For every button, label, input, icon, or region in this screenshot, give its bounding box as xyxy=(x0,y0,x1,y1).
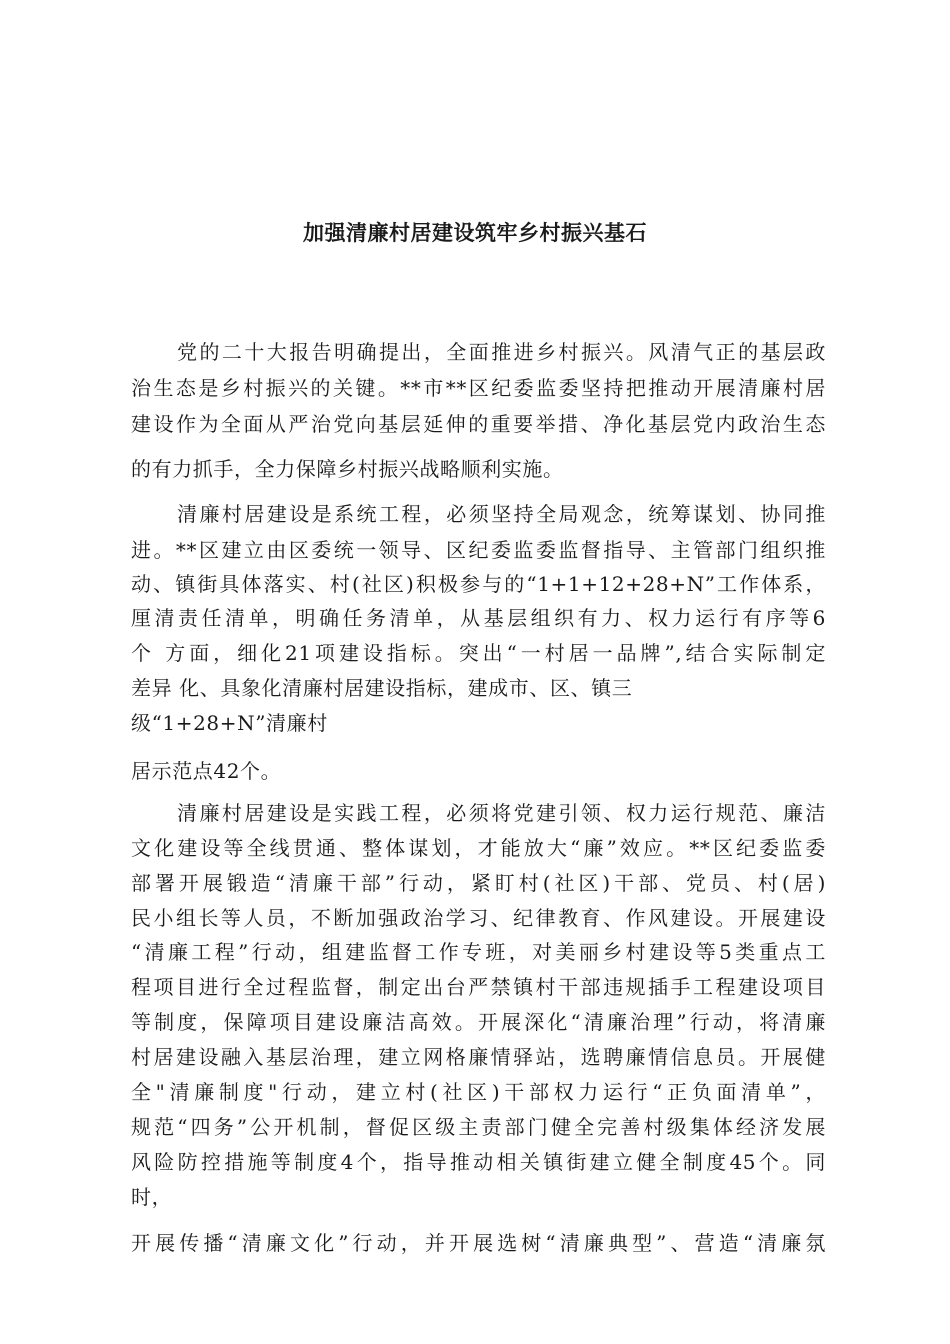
document-title: 加强清廉村居建设筑牢乡村振兴基石 xyxy=(303,220,647,245)
paragraph-line: 动、镇街具体落实、村(社区)积极参与的“1+1+12+28+N”工作体系， xyxy=(131,572,826,596)
paragraph-line: 程项目进行全过程监督，制定出台严禁镇村干部违规插手工程建设项目 xyxy=(131,975,826,999)
paragraph-line: 的有力抓手，全力保障乡村振兴战略顺利实施。 xyxy=(131,457,564,481)
paragraph-line: 时， xyxy=(131,1185,173,1209)
paragraph-line: 差异 化、具象化清廉村居建设指标，建成市、区、镇三 xyxy=(131,676,633,700)
paragraph-line: 开展传播“清廉文化”行动，并开展选树“清廉典型”、营造“清廉氛 xyxy=(131,1231,826,1255)
paragraph-line: 清廉村居建设是实践工程，必须将党建引领、权力运行规范、廉洁 xyxy=(177,801,826,825)
paragraph-line: 个 方面，细化21项建设指标。突出“一村居一品牌”,结合实际制定 xyxy=(131,641,826,665)
paragraph-line: 进。**区建立由区委统一领导、区纪委监委监督指导、主管部门组织推 xyxy=(131,538,826,562)
paragraph-line: 村居建设融入基层治理，建立网格廉情驿站，选聘廉情信息员。开展健 xyxy=(131,1045,826,1069)
paragraph-line: 全"清廉制度"行动，建立村(社区)干部权力运行“正负面清单”， xyxy=(131,1080,826,1104)
paragraph-line: 建设作为全面从严治党向基层延伸的重要举措、净化基层党内政治生态 xyxy=(131,412,826,436)
paragraph-line: 等制度，保障项目建设廉洁高效。开展深化“清廉治理”行动，将清廉 xyxy=(131,1010,826,1034)
paragraph-line: 规范“四务”公开机制，督促区级主责部门健全完善村级集体经济发展 xyxy=(131,1115,826,1139)
paragraph-line: 文化建设等全线贯通、整体谋划，才能放大“廉”效应。**区纪委监委 xyxy=(131,836,826,860)
paragraph-line: 治生态是乡村振兴的关键。**市**区纪委监委坚持把推动开展清廉村居 xyxy=(131,376,826,400)
paragraph-line: “清廉工程”行动，组建监督工作专班，对美丽乡村建设等5类重点工 xyxy=(131,940,826,964)
paragraph-line: 党的二十大报告明确提出，全面推进乡村振兴。风清气正的基层政 xyxy=(177,340,826,364)
paragraph-line: 厘清责任清单，明确任务清单，从基层组织有力、权力运行有序等6 xyxy=(131,606,826,630)
paragraph-line: 风险防控措施等制度4个，指导推动相关镇街建立健全制度45个。同 xyxy=(131,1150,826,1174)
paragraph-line: 清廉村居建设是系统工程，必须坚持全局观念，统筹谋划、协同推 xyxy=(177,502,826,526)
paragraph-line: 居示范点42个。 xyxy=(131,759,282,783)
paragraph-line: 民小组长等人员，不断加强政治学习、纪律教育、作风建设。开展建设 xyxy=(131,906,826,930)
paragraph-line: 级“1+28+N”清廉村 xyxy=(131,711,328,735)
paragraph-line: 部署开展锻造“清廉干部”行动，紧盯村(社区)干部、党员、村(居) xyxy=(131,871,826,895)
